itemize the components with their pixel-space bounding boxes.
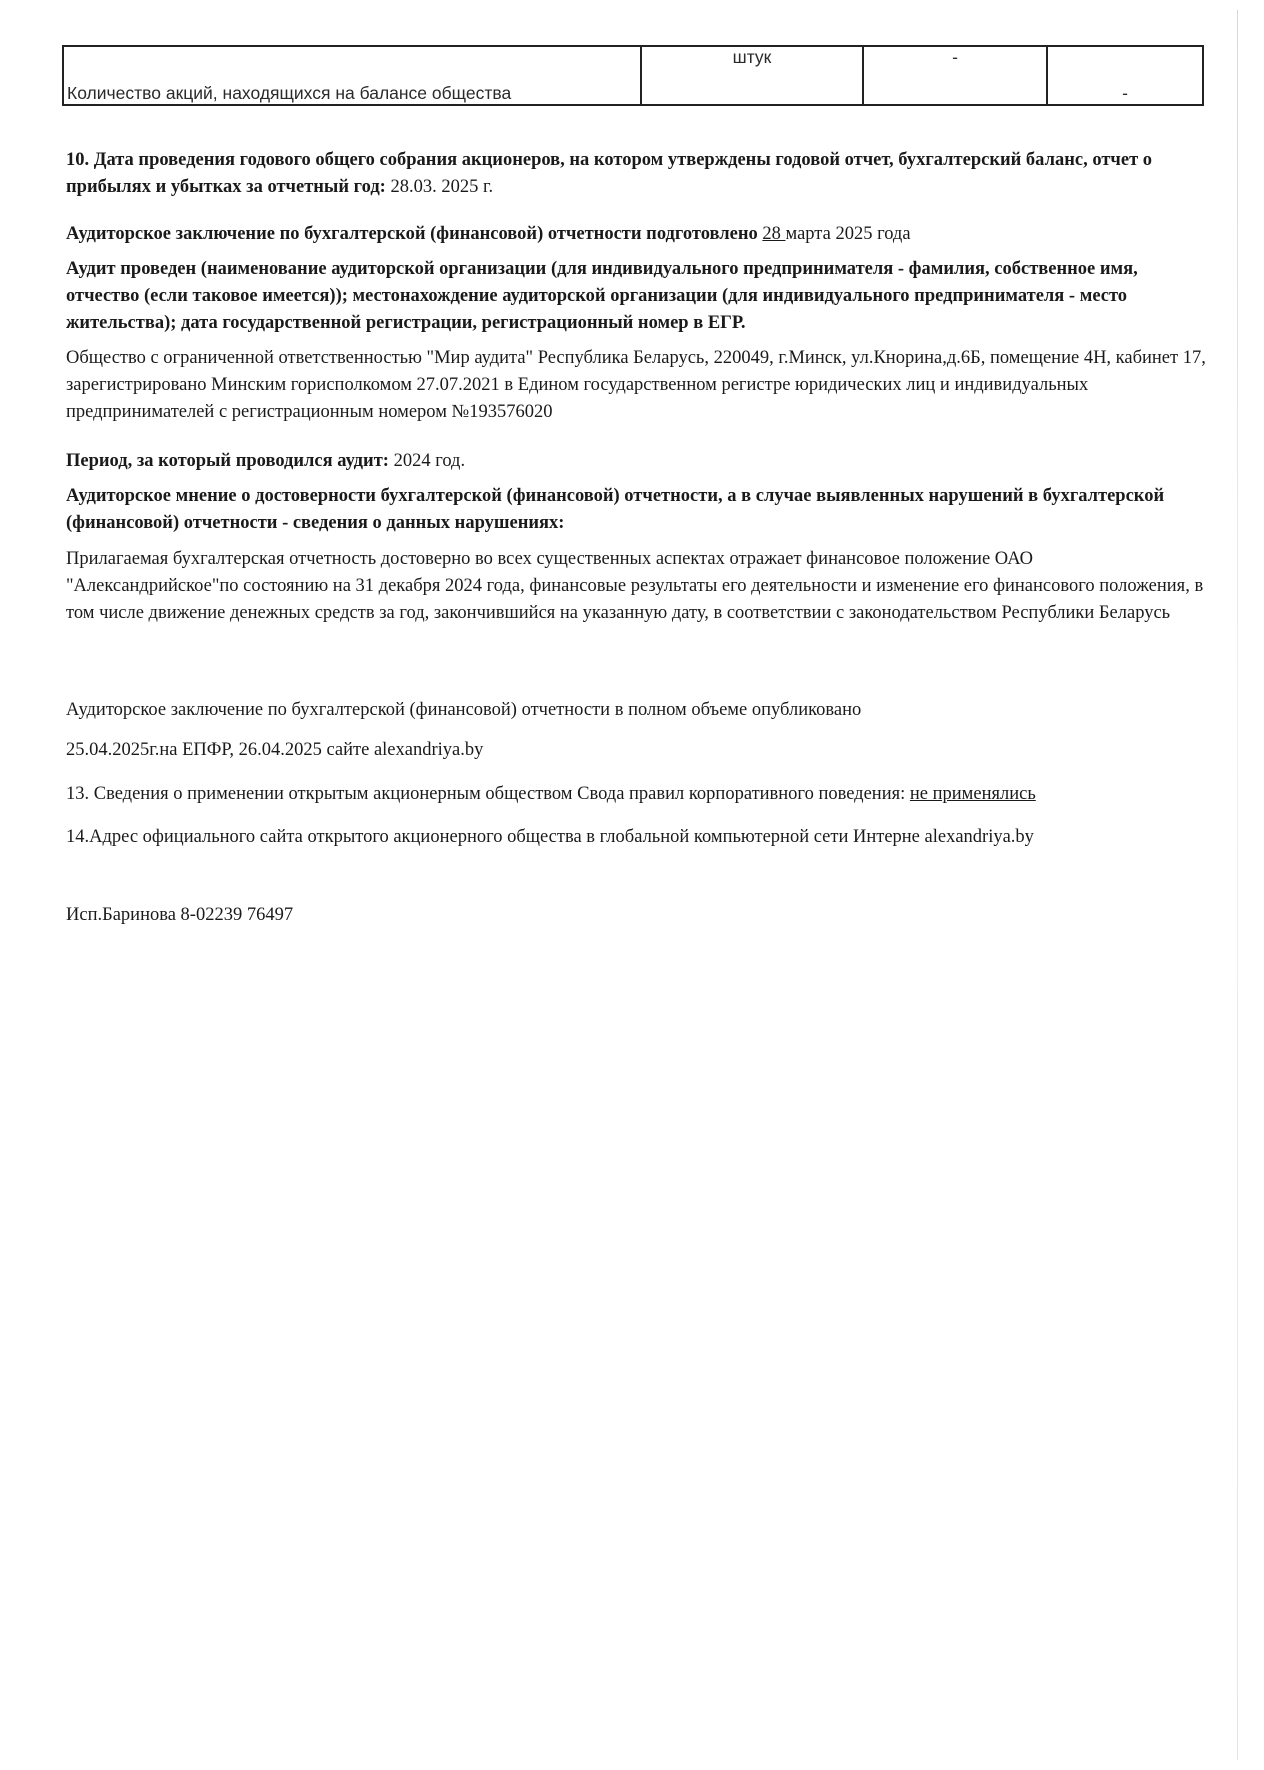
- section-14-text: 14.Адрес официального сайта открытого акционерного общества в глобальной компьютерной сети Интерне alexandriya.by: [66, 827, 1034, 847]
- audit-period-value: 2024 год.: [388, 451, 466, 471]
- meeting-date: 28.03. 2025 г.: [385, 177, 494, 197]
- publication-line-1: Аудиторское заключение по бухгалтерской (финансовой) отчетности в полном объеме опубликовано: [66, 700, 862, 720]
- section-13-value: не применялись: [909, 784, 1036, 804]
- section-10-heading: 10. Дата проведения годового общего собрания акционеров, на котором утверждены годовой отчет, бухгалтерский баланс, отчет о прибылях и убытках за отчетный год:: [66, 150, 1153, 197]
- audit-report-month-year: марта 2025 года: [785, 224, 911, 244]
- shares-value-cell-1: -: [863, 46, 1047, 105]
- audit-report-day: 28: [762, 224, 786, 244]
- audit-firm-text: Общество с ограниченной ответственностью "Мир аудита" Республика Беларусь, 220049, г.Минск, ул.Кнорина,д.6Б, помещение 4Н, кабинет 17, зарегистрировано Минским горисполкомом 27.07.2021 в Едином государственном регистре юридических лиц и индивидуальных предпринимателей с регистрационным номером №193576020: [66, 348, 1206, 422]
- publication-line-2: 25.04.2025г.на ЕПФР, 26.04.2025 сайте alexandriya.by: [66, 740, 484, 760]
- audit-firm-heading: Аудит проведен (наименование аудиторской организации (для индивидуального предпринимателя - фамилия, собственное имя, отчество (если таковое имеется)); местонахождение аудиторской организации (для индивидуального предпринимателя - место жительства); дата государственной регистрации, регистрационный номер в ЕГР.: [66, 259, 1138, 333]
- audit-report-paragraph: [66, 221, 1206, 248]
- shares-unit-cell: штук: [641, 46, 863, 105]
- section-13-text: 13. Сведения о применении открытым акционерным обществом Свода правил корпоративного поведения:: [66, 784, 910, 804]
- shares-label-cell: Количество акций, находящихся на балансе общества: [63, 46, 641, 105]
- scan-edge-line: [1237, 10, 1238, 1760]
- table-row: [63, 46, 1203, 105]
- audit-period-paragraph: [66, 448, 1206, 475]
- audit-period-label: Период, за который проводился аудит:: [66, 451, 389, 471]
- shares-table: [62, 45, 1204, 106]
- audit-opinion-text: Прилагаемая бухгалтерская отчетность достоверно во всех существенных аспектах отражает финансовое положение ОАО "Александрийское"по состоянию на 31 декабря 2024 года, финансовые результаты его деятельности и изменение его финансового положения, в том числе движение денежных средств за год, закончившийся на указанную дату, в соответствии с законодательством Республики Беларусь: [66, 549, 1204, 623]
- section-10-paragraph: [66, 147, 1206, 201]
- audit-report-heading: Аудиторское заключение по бухгалтерской (финансовой) отчетности подготовлено: [66, 224, 763, 244]
- section-13-paragraph: [66, 781, 1206, 808]
- audit-opinion-heading: Аудиторское мнение о достоверности бухгалтерской (финансовой) отчетности, а в случае выявленных нарушений в бухгалтерской (финансовой) отчетности - сведения о данных нарушениях:: [66, 486, 1165, 533]
- shares-value-cell-2: -: [1047, 46, 1203, 105]
- executor-line: Исп.Баринова 8-02239 76497: [66, 905, 294, 925]
